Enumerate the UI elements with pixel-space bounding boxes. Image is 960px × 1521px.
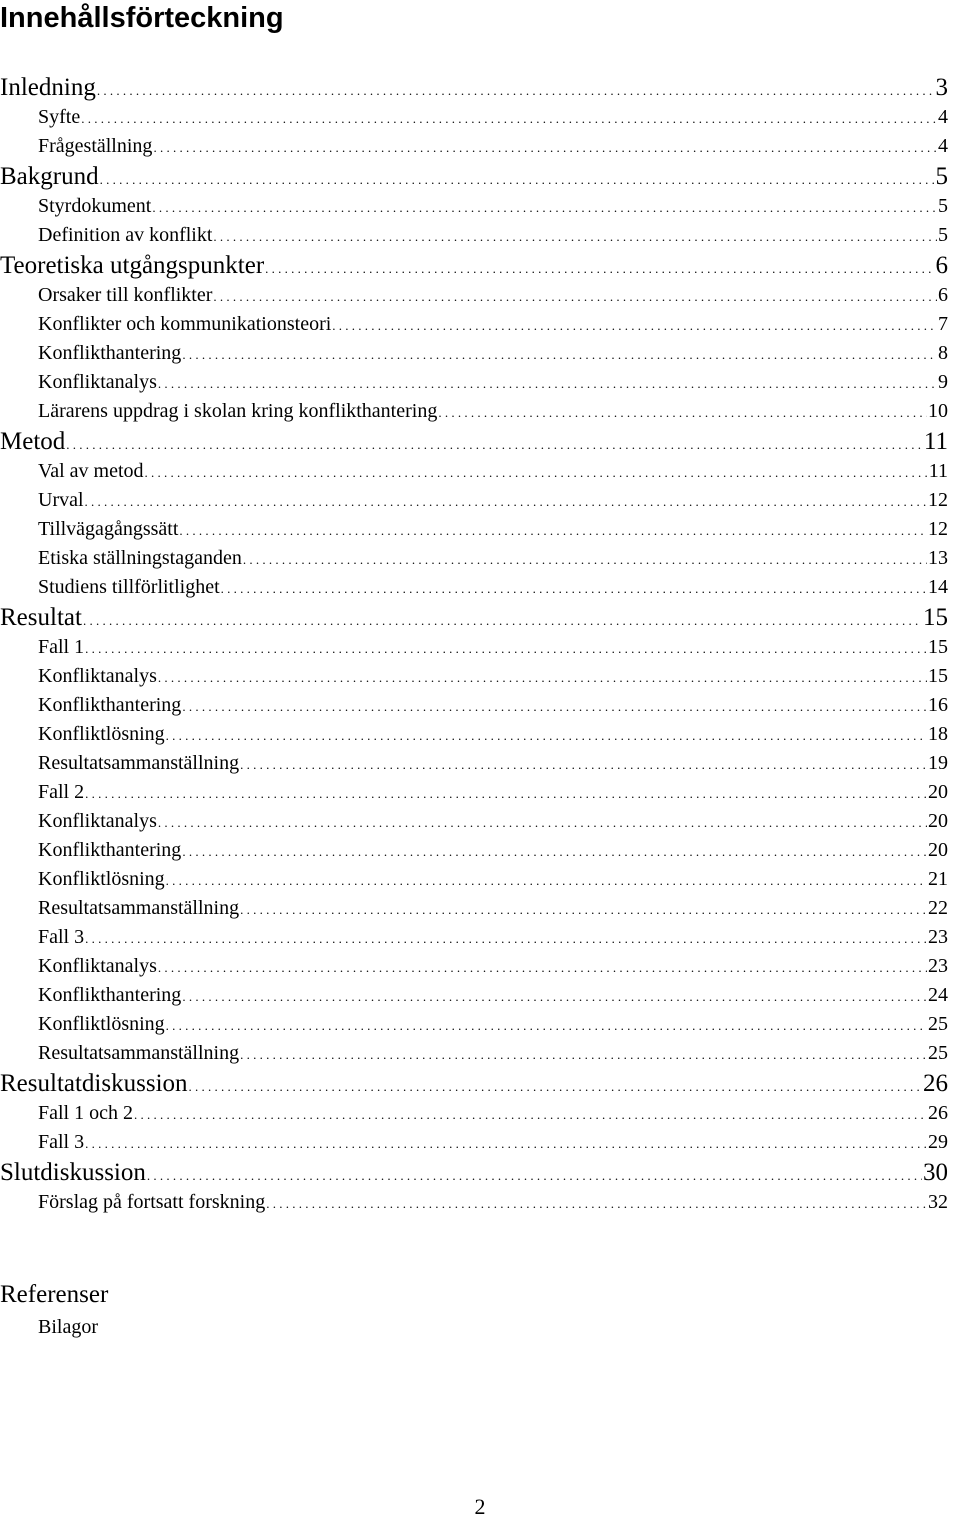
toc-entry-section[interactable] xyxy=(0,749,948,778)
appendices-heading[interactable]: Bilagor xyxy=(38,1316,98,1338)
toc-entry-label: Konfliktlösning xyxy=(38,1013,165,1035)
toc-entry-label: Inledning xyxy=(0,74,96,101)
toc-entry-label: Styrdokument xyxy=(38,195,152,217)
toc-entry-page-number: 3 xyxy=(935,74,948,101)
toc-entry-section[interactable] xyxy=(0,486,948,515)
toc-entry-chapter[interactable] xyxy=(0,250,948,281)
toc-entry-section[interactable] xyxy=(0,1128,948,1157)
toc-entry-chapter[interactable] xyxy=(0,602,948,633)
toc-entry-label: Lärarens uppdrag i skolan kring konflikthantering xyxy=(38,400,438,422)
toc-entry-section[interactable] xyxy=(0,132,948,161)
toc-entry-label: Konflikthantering xyxy=(38,839,182,861)
toc-entry-chapter[interactable] xyxy=(0,1068,948,1099)
toc-dot-leader xyxy=(158,662,927,692)
toc-entry-section[interactable] xyxy=(0,981,948,1010)
toc-entry-section[interactable] xyxy=(0,397,948,426)
toc-entry-label: Konfliktanalys xyxy=(38,955,157,977)
toc-entry-label: Val av metod xyxy=(38,460,144,482)
toc-entry-label: Konflikthantering xyxy=(38,342,182,364)
toc-entry-label: Bakgrund xyxy=(0,163,99,190)
toc-entry-section[interactable] xyxy=(0,281,948,310)
toc-entry-label: Tillvägagångssätt xyxy=(38,518,179,540)
toc-entry-label: Fall 1 och 2 xyxy=(38,1102,133,1124)
toc-dot-leader xyxy=(240,1039,927,1069)
toc-entry-label: Fall 3 xyxy=(38,926,85,948)
toc-dot-leader xyxy=(221,573,927,603)
toc-dot-leader xyxy=(85,633,927,663)
toc-dot-leader xyxy=(240,894,927,924)
toc-entry-page-number: 23 xyxy=(928,955,948,977)
toc-entry-page-number: 14 xyxy=(928,576,948,598)
toc-entry-page-number: 20 xyxy=(928,839,948,861)
toc-entry-label: Resultatdiskussion xyxy=(0,1070,188,1097)
toc-entry-label: Teoretiska utgångspunkter xyxy=(0,252,265,279)
toc-entry-page-number: 32 xyxy=(928,1191,948,1213)
references-heading[interactable]: Referenser xyxy=(0,1281,109,1308)
toc-dot-leader xyxy=(97,72,935,106)
table-of-contents xyxy=(0,72,948,1217)
toc-entry-section[interactable] xyxy=(0,923,948,952)
toc-entry-page-number: 22 xyxy=(928,897,948,919)
toc-entry-page-number: 5 xyxy=(935,163,948,190)
toc-entry-page-number: 23 xyxy=(928,926,948,948)
toc-entry-label: Definition av konflikt xyxy=(38,224,213,246)
toc-entry-section[interactable] xyxy=(0,544,948,573)
back-matter xyxy=(0,1278,108,1342)
toc-dot-leader xyxy=(179,515,927,545)
toc-entry-label: Fall 1 xyxy=(38,636,85,658)
toc-entry-page-number: 11 xyxy=(928,460,948,482)
toc-entry-label: Resultat xyxy=(0,604,82,631)
toc-entry-label: Resultatsammanställning xyxy=(38,1042,240,1064)
toc-dot-leader xyxy=(182,836,927,866)
toc-dot-leader xyxy=(85,923,927,953)
toc-entry-section[interactable] xyxy=(0,103,948,132)
toc-entry-section[interactable] xyxy=(0,778,948,807)
toc-entry-section[interactable] xyxy=(0,836,948,865)
toc-entry-page-number: 4 xyxy=(938,106,948,128)
toc-dot-leader xyxy=(153,132,937,162)
toc-entry-label: Konflikter och kommunikationsteori xyxy=(38,313,332,335)
toc-entry-page-number: 12 xyxy=(928,489,948,511)
toc-entry-page-number: 6 xyxy=(938,284,948,306)
toc-entry-section[interactable] xyxy=(0,192,948,221)
toc-dot-leader xyxy=(166,720,927,750)
toc-entry-label: Konfliktanalys xyxy=(38,371,157,393)
toc-entry-chapter[interactable] xyxy=(0,426,948,457)
toc-entry-page-number: 29 xyxy=(928,1131,948,1153)
toc-dot-leader xyxy=(213,221,937,251)
toc-entry-page-number: 26 xyxy=(923,1070,948,1097)
toc-entry-section[interactable] xyxy=(0,1099,948,1128)
toc-entry-page-number: 7 xyxy=(938,313,948,335)
page-title: Innehållsförteckning xyxy=(0,2,284,34)
toc-entry-section[interactable] xyxy=(0,1039,948,1068)
toc-dot-leader xyxy=(81,103,937,133)
toc-entry-page-number: 5 xyxy=(938,195,948,217)
toc-entry-label: Konflikthantering xyxy=(38,984,182,1006)
toc-dot-leader xyxy=(152,192,937,222)
toc-entry-page-number: 25 xyxy=(928,1042,948,1064)
toc-dot-leader xyxy=(145,457,928,487)
toc-dot-leader xyxy=(100,161,935,195)
toc-dot-leader xyxy=(240,749,927,779)
toc-entry-label: Syfte xyxy=(38,106,81,128)
toc-dot-leader xyxy=(182,339,937,369)
toc-entry-label: Konflikthantering xyxy=(38,694,182,716)
toc-entry-label: Urval xyxy=(38,489,84,511)
toc-dot-leader xyxy=(182,981,927,1011)
toc-entry-page-number: 19 xyxy=(928,752,948,774)
toc-entry-section[interactable] xyxy=(0,310,948,339)
toc-dot-leader xyxy=(266,1188,927,1218)
toc-entry-section[interactable] xyxy=(0,807,948,836)
toc-entry-page-number: 8 xyxy=(938,342,948,364)
toc-entry-page-number: 11 xyxy=(923,428,948,455)
toc-entry-page-number: 24 xyxy=(928,984,948,1006)
toc-entry-page-number: 5 xyxy=(938,224,948,246)
toc-entry-section[interactable] xyxy=(0,865,948,894)
toc-dot-leader xyxy=(438,397,927,427)
toc-entry-label: Studiens tillförlitlighet xyxy=(38,576,220,598)
toc-entry-section[interactable] xyxy=(0,339,948,368)
toc-dot-leader xyxy=(147,1157,922,1191)
toc-dot-leader xyxy=(189,1068,922,1102)
toc-dot-leader xyxy=(85,486,927,516)
toc-entry-page-number: 20 xyxy=(928,810,948,832)
toc-dot-leader xyxy=(158,807,927,837)
toc-entry-label: Fall 2 xyxy=(38,781,85,803)
toc-dot-leader xyxy=(158,368,937,398)
toc-entry-label: Konfliktanalys xyxy=(38,810,157,832)
toc-entry-section[interactable] xyxy=(0,1188,948,1217)
toc-entry-page-number: 18 xyxy=(928,723,948,745)
toc-entry-section[interactable] xyxy=(0,952,948,981)
toc-entry-section[interactable] xyxy=(0,368,948,397)
toc-entry-page-number: 30 xyxy=(923,1159,948,1186)
toc-entry-label: Slutdiskussion xyxy=(0,1159,146,1186)
toc-entry-label: Resultatsammanställning xyxy=(38,897,240,919)
toc-dot-leader xyxy=(166,865,927,895)
toc-entry-page-number: 15 xyxy=(928,636,948,658)
toc-entry-section[interactable] xyxy=(0,720,948,749)
toc-entry-page-number: 21 xyxy=(928,868,948,890)
toc-entry-page-number: 6 xyxy=(935,252,948,279)
toc-entry-section[interactable] xyxy=(0,573,948,602)
toc-entry-page-number: 25 xyxy=(928,1013,948,1035)
toc-entry-chapter[interactable] xyxy=(0,72,948,103)
toc-entry-chapter[interactable] xyxy=(0,161,948,192)
toc-entry-page-number: 4 xyxy=(938,135,948,157)
toc-entry-label: Konfliktlösning xyxy=(38,723,165,745)
toc-entry-page-number: 15 xyxy=(923,604,948,631)
page-number: 2 xyxy=(474,1494,486,1519)
toc-entry-label: Konfliktanalys xyxy=(38,665,157,687)
toc-dot-leader xyxy=(265,250,934,284)
toc-dot-leader xyxy=(166,1010,927,1040)
toc-entry-section[interactable] xyxy=(0,1010,948,1039)
toc-dot-leader xyxy=(134,1099,927,1129)
toc-dot-leader xyxy=(182,691,927,721)
toc-dot-leader xyxy=(158,952,927,982)
toc-entry-label: Resultatsammanställning xyxy=(38,752,240,774)
toc-entry-section[interactable] xyxy=(0,221,948,250)
toc-dot-leader xyxy=(83,602,922,636)
toc-dot-leader xyxy=(213,281,937,311)
toc-entry-section[interactable] xyxy=(0,691,948,720)
toc-dot-leader xyxy=(85,778,927,808)
toc-dot-leader xyxy=(332,310,937,340)
toc-entry-section[interactable] xyxy=(0,662,948,691)
toc-entry-label: Förslag på fortsatt forskning xyxy=(38,1191,266,1213)
toc-entry-section[interactable] xyxy=(0,515,948,544)
toc-entry-section[interactable] xyxy=(0,457,948,486)
toc-entry-label: Fall 3 xyxy=(38,1131,85,1153)
toc-entry-page-number: 13 xyxy=(928,547,948,569)
toc-entry-page-number: 15 xyxy=(928,665,948,687)
toc-entry-label: Metod xyxy=(0,428,66,455)
toc-entry-section[interactable] xyxy=(0,633,948,662)
toc-entry-section[interactable] xyxy=(0,894,948,923)
toc-entry-label: Frågeställning xyxy=(38,135,153,157)
toc-dot-leader xyxy=(66,426,923,460)
toc-entry-label: Orsaker till konflikter xyxy=(38,284,213,306)
toc-entry-page-number: 26 xyxy=(928,1102,948,1124)
toc-entry-chapter[interactable] xyxy=(0,1157,948,1188)
toc-dot-leader xyxy=(243,544,927,574)
toc-dot-leader xyxy=(85,1128,927,1158)
toc-entry-label: Konfliktlösning xyxy=(38,868,165,890)
toc-entry-page-number: 12 xyxy=(928,518,948,540)
toc-entry-page-number: 20 xyxy=(928,781,948,803)
toc-entry-label: Etiska ställningstaganden xyxy=(38,547,242,569)
toc-entry-page-number: 9 xyxy=(938,371,948,393)
toc-entry-page-number: 16 xyxy=(928,694,948,716)
toc-entry-page-number: 10 xyxy=(928,400,948,422)
